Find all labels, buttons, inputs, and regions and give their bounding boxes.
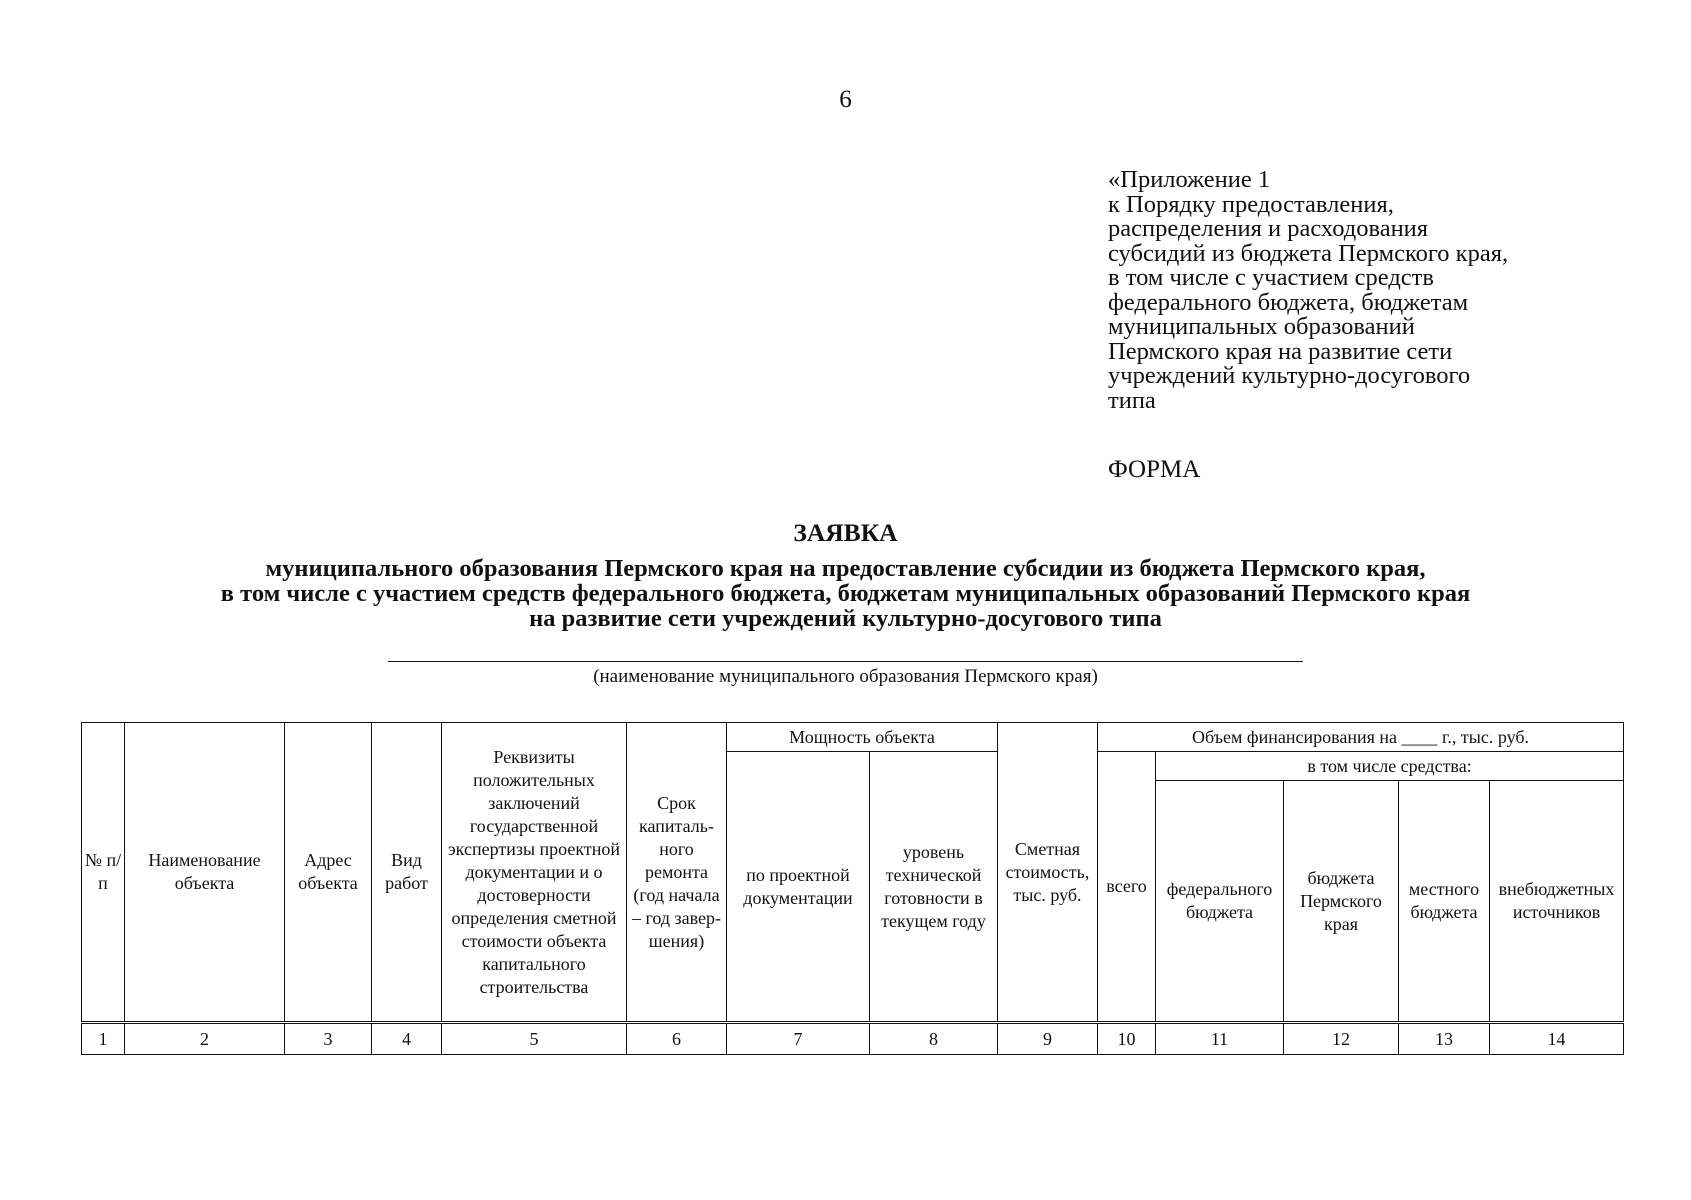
header-requisites: Реквизиты положительных заключений государственной экспертизы проектной документации и о достоверности определения сметной стоимости объекта капитального строительства [442, 723, 627, 1023]
header-address: Адрес объекта [285, 723, 372, 1023]
subtitle-line: муниципального образования Пермского края на предоставление субсидии из бюджета Пермского края, [265, 555, 1426, 582]
application-table [81, 722, 1624, 1055]
form-label: ФОРМА [1108, 456, 1201, 483]
appendix-line: в том числе с участием средств [1108, 264, 1434, 291]
appendix-line: субсидий из бюджета Пермского края, [1108, 239, 1509, 267]
appendix-line: распределения и расходования [1108, 215, 1429, 242]
column-number: 12 [1284, 1023, 1399, 1055]
column-number: 10 [1098, 1023, 1156, 1055]
column-number: 9 [998, 1023, 1098, 1055]
header-regional: бюджета Пермского края [1284, 781, 1399, 1023]
header-including: в том числе средства: [1156, 752, 1624, 781]
column-number: 1 [82, 1023, 125, 1055]
column-number: 8 [870, 1023, 998, 1055]
column-number: 5 [442, 1023, 627, 1055]
column-number: 13 [1399, 1023, 1490, 1055]
header-capacity-design: по проектной документации [727, 752, 870, 1023]
appendix-line: учреждений культурно-досугового [1108, 362, 1471, 389]
appendix-line: муниципальных образований [1108, 313, 1415, 340]
appendix-line: к Порядку предоставления, [1108, 190, 1394, 218]
header-local: местного бюджета [1399, 781, 1490, 1023]
subtitle-line: на развитие сети учреждений культурно-досугового типа [529, 605, 1162, 632]
appendix-line: Пермского края на развитие сети [1108, 337, 1453, 365]
header-name: Наименование объекта [125, 723, 285, 1023]
document-title: ЗАЯВКА [793, 518, 898, 547]
document-subtitle [60, 556, 1631, 631]
column-number: 14 [1490, 1023, 1624, 1055]
header-capacity-group: Мощность объекта [727, 723, 998, 752]
header-federal: федерального бюджета [1156, 781, 1284, 1023]
column-number: 6 [627, 1023, 727, 1055]
column-number: 2 [125, 1023, 285, 1055]
appendix-line: типа [1108, 386, 1156, 414]
header-total: всего [1098, 752, 1156, 1023]
column-number: 3 [285, 1023, 372, 1055]
header-financing-group: Объем финансирования на ____ г., тыс. руб. [1098, 723, 1624, 752]
municipality-fill-line[interactable] [388, 661, 1303, 662]
column-number: 4 [372, 1023, 442, 1055]
header-work-type: Вид работ [372, 723, 442, 1023]
appendix-heading [1108, 168, 1628, 413]
header-extrabudgetary: внебюджетных источников [1490, 781, 1624, 1023]
header-repair-term: Срок капиталь-ного ремонта (год начала – год завер-шения) [627, 723, 727, 1023]
column-number: 7 [727, 1023, 870, 1055]
subtitle-line: в том числе с участием средств федерального бюджета, бюджетам муниципальных образований Пермского края [220, 580, 1471, 607]
header-estimated-cost: Сметная стоимость, тыс. руб. [998, 723, 1098, 1023]
header-num: № п/п [82, 723, 125, 1023]
column-number-row [82, 1023, 1624, 1055]
appendix-line: «Приложение 1 [1108, 166, 1271, 193]
column-number: 11 [1156, 1023, 1284, 1055]
appendix-line: федерального бюджета, бюджетам [1108, 288, 1469, 316]
header-capacity-readiness: уровень технической готовности в текущем году [870, 752, 998, 1023]
page-number: 6 [839, 86, 852, 113]
municipality-caption: (наименование муниципального образования Пермского края) [593, 666, 1098, 687]
